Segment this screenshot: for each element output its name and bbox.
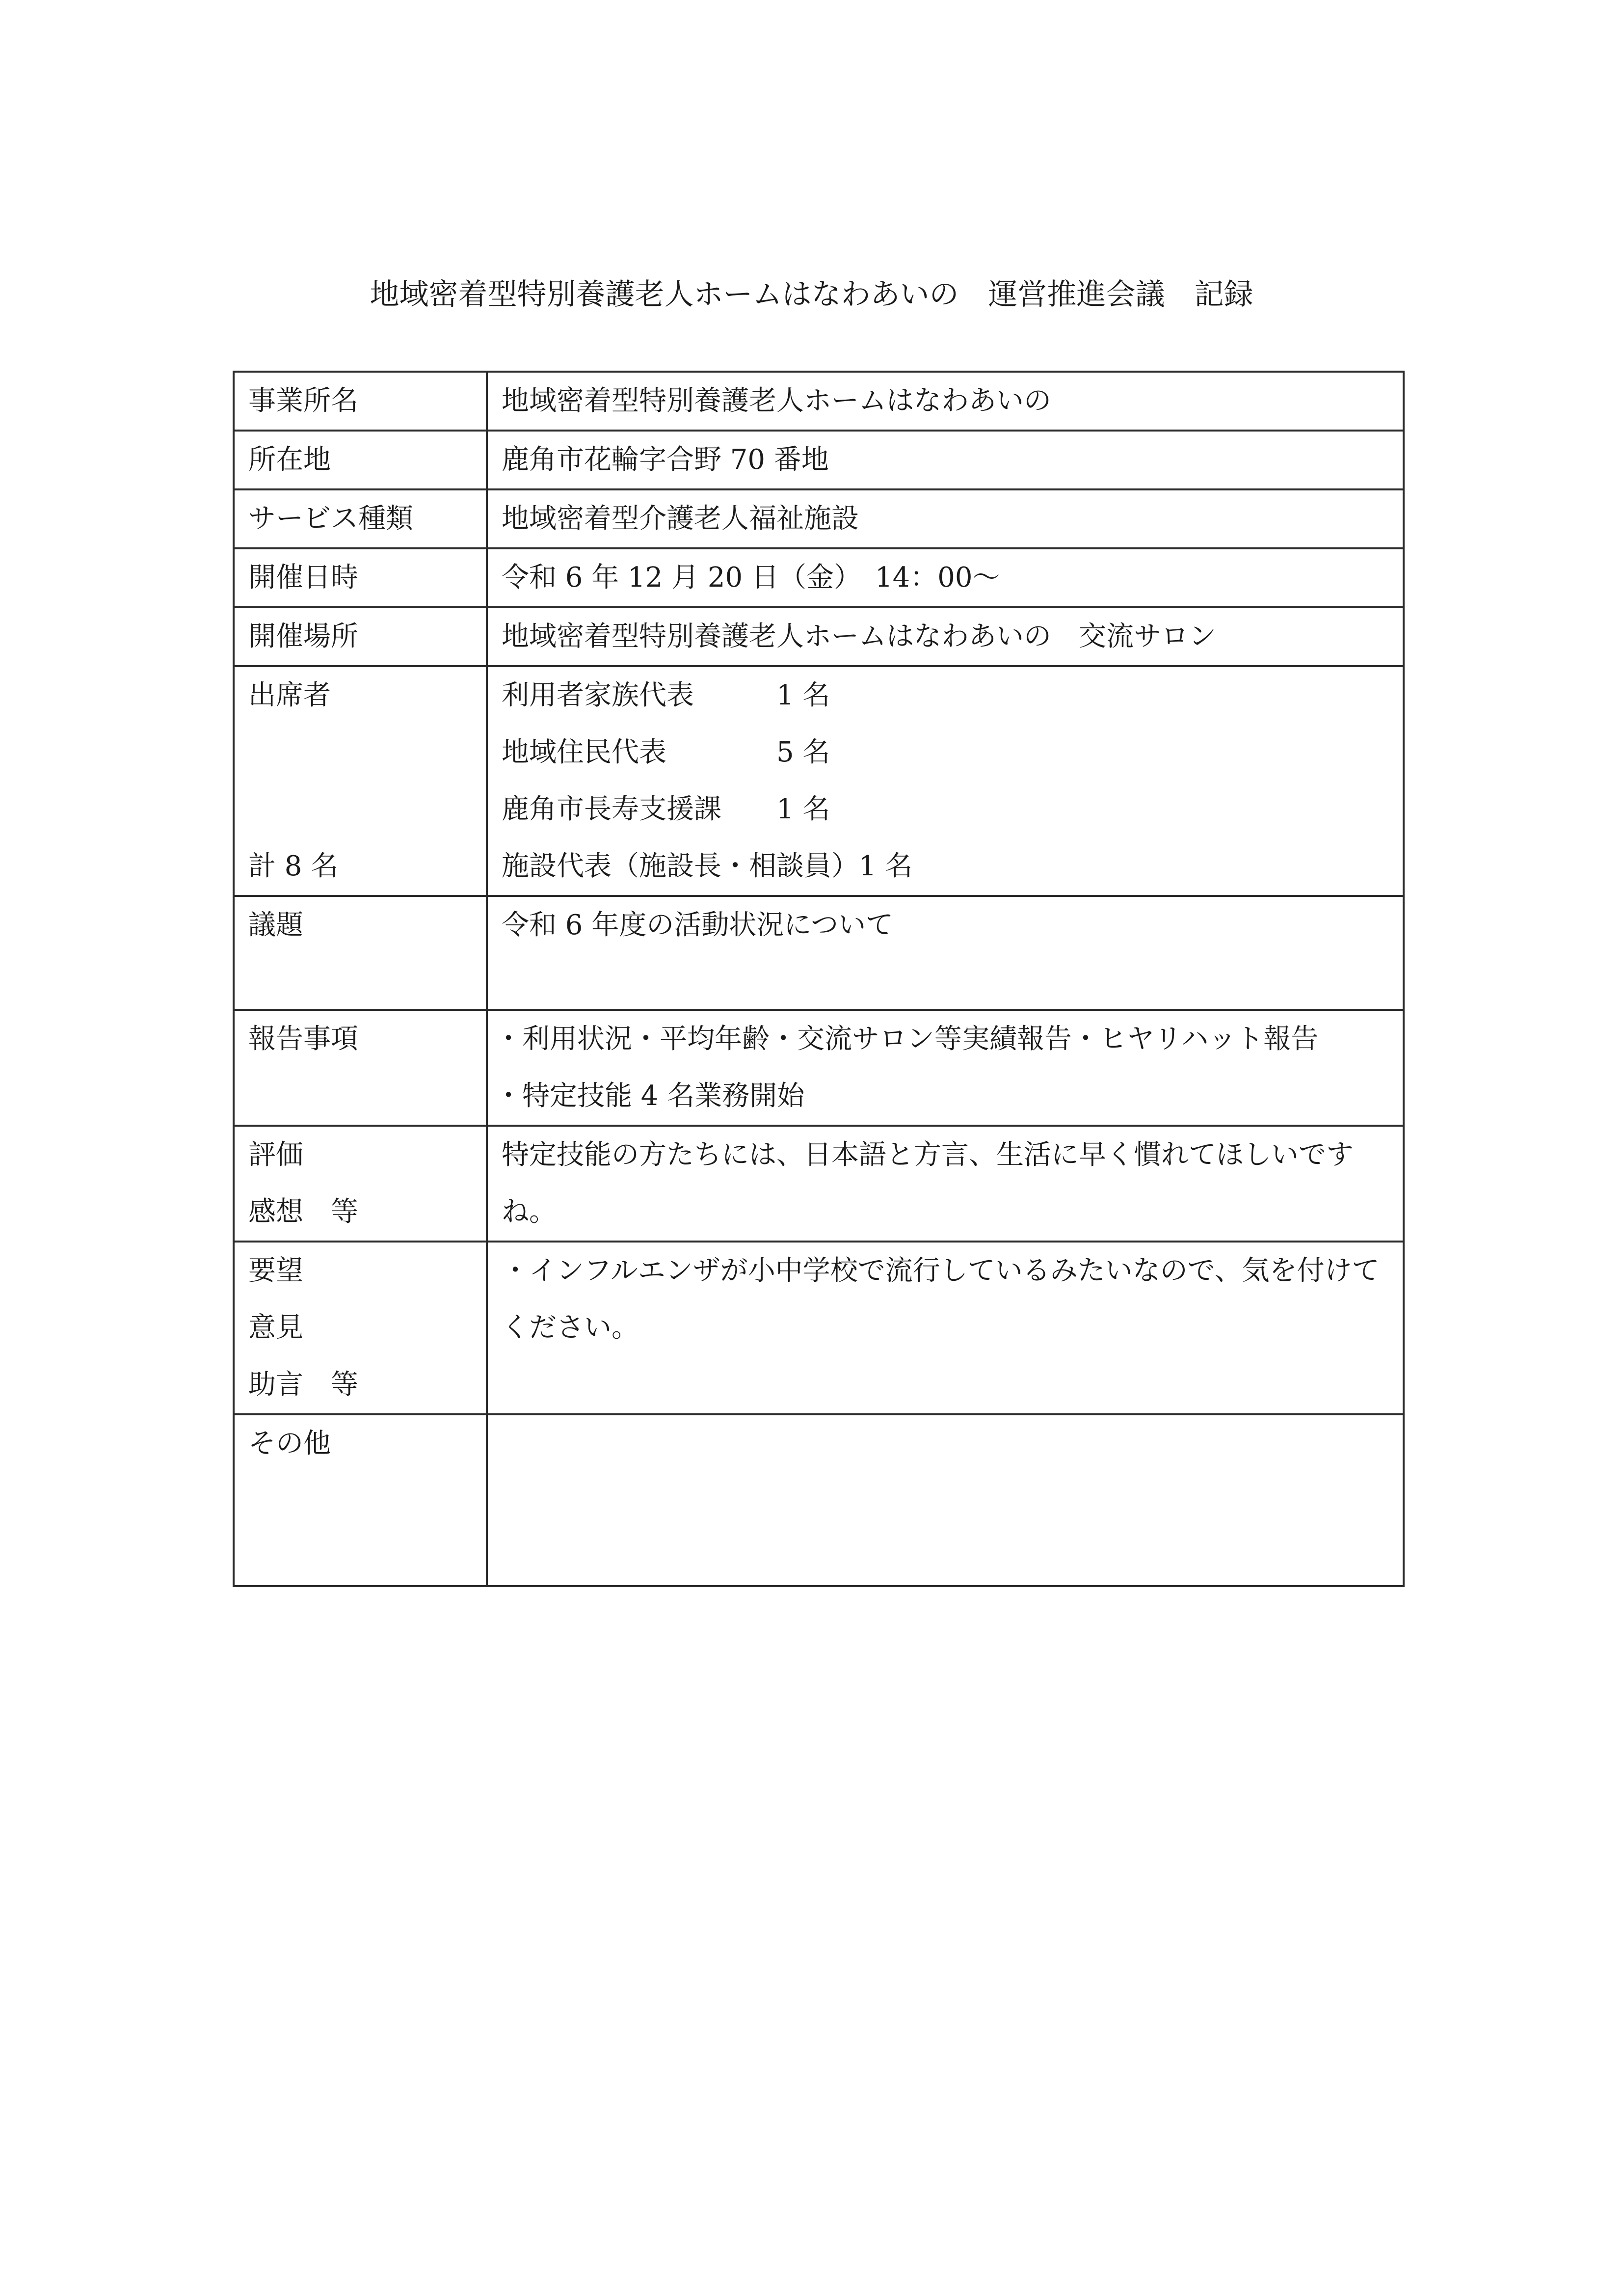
evaluation-label-line: 評価 xyxy=(248,1139,303,1171)
requests-label-line: 要望 xyxy=(248,1255,303,1287)
attendee-count: 1 名 xyxy=(776,679,830,711)
location-value-cell xyxy=(487,431,1404,489)
requests-label-cell xyxy=(234,1242,487,1414)
venue-value: 地域密着型特別養護老人ホームはなわあいの 交流サロン xyxy=(502,621,1216,652)
location-value: 鹿角市花輪字合野 70 番地 xyxy=(502,444,829,476)
agenda-value-cell xyxy=(487,896,1404,1010)
office-label-cell xyxy=(234,372,487,431)
service-label-cell xyxy=(234,489,487,548)
report-label-cell xyxy=(234,1010,487,1126)
datetime-value: 令和 6 年 12 月 20 日（金） 14：00～ xyxy=(502,562,1000,594)
attendee-item xyxy=(502,724,1389,781)
table-row-evaluation xyxy=(234,1126,1404,1242)
service-value-cell xyxy=(487,489,1404,548)
report-label: 報告事項 xyxy=(248,1023,358,1055)
attendee-name: 地域住民代表 xyxy=(502,736,666,768)
agenda-value: 令和 6 年度の活動状況について xyxy=(502,909,894,941)
venue-value-cell xyxy=(487,607,1404,666)
report-line: ・利用状況・平均年齢・交流サロン等実績報告・ヒヤリハット報告 xyxy=(495,1023,1319,1055)
attendee-name: 利用者家族代表 xyxy=(502,679,694,711)
attendees-value-cell xyxy=(487,666,1404,896)
table-row-attendees xyxy=(234,666,1404,896)
table-row-other xyxy=(234,1414,1404,1586)
other-value-cell xyxy=(487,1414,1404,1586)
office-label: 事業所名 xyxy=(248,385,358,417)
report-line: ・特定技能 4 名業務開始 xyxy=(495,1080,805,1112)
attendees-label-cell xyxy=(234,666,487,896)
table-row-location xyxy=(234,431,1404,489)
evaluation-value-cell xyxy=(487,1126,1404,1242)
attendee-name: 施設代表（施設長・相談員） xyxy=(502,850,859,882)
attendee-count: 1 名 xyxy=(776,793,830,825)
datetime-label-cell xyxy=(234,548,487,607)
agenda-label-cell xyxy=(234,896,487,1010)
table-row-requests xyxy=(234,1242,1404,1414)
service-label: サービス種類 xyxy=(248,503,413,535)
location-label-cell xyxy=(234,431,487,489)
location-label: 所在地 xyxy=(248,444,331,476)
requests-value-cell xyxy=(487,1242,1404,1414)
office-value-cell xyxy=(487,372,1404,431)
evaluation-value: 特定技能の方たちには、日本語と方言、生活に早く慣れてほしいですね。 xyxy=(502,1139,1354,1228)
table-row-office xyxy=(234,372,1404,431)
evaluation-label-line: 感想 等 xyxy=(248,1196,358,1228)
office-value: 地域密着型特別養護老人ホームはなわあいの xyxy=(502,385,1051,417)
meeting-record-table xyxy=(233,371,1405,1587)
agenda-label: 議題 xyxy=(248,909,303,941)
attendee-name: 鹿角市長寿支援課 xyxy=(502,793,721,825)
table-row-report xyxy=(234,1010,1404,1126)
datetime-label: 開催日時 xyxy=(248,562,358,594)
requests-label-line: 意見 xyxy=(248,1312,303,1344)
document-title: 地域密着型特別養護老人ホームはなわあいの 運営推進会議 記録 xyxy=(370,277,1253,312)
table-row-service xyxy=(234,489,1404,548)
attendee-count: 1 名 xyxy=(859,850,913,882)
service-value: 地域密着型介護老人福祉施設 xyxy=(502,503,859,535)
other-label: その他 xyxy=(248,1428,331,1459)
requests-label-line: 助言 等 xyxy=(248,1369,358,1401)
attendees-total: 計 8 名 xyxy=(248,850,339,882)
attendees-label: 出席者 xyxy=(248,679,331,711)
table-row-venue xyxy=(234,607,1404,666)
table-row-datetime xyxy=(234,548,1404,607)
requests-value: ・インフルエンザが小中学校で流行しているみたいなので、気を付けてください。 xyxy=(502,1255,1380,1344)
report-value-cell xyxy=(487,1010,1404,1126)
other-value xyxy=(502,1415,1389,1472)
attendee-count: 5 名 xyxy=(776,736,830,768)
other-label-cell xyxy=(234,1414,487,1586)
venue-label-cell xyxy=(234,607,487,666)
evaluation-label-cell xyxy=(234,1126,487,1242)
attendee-item xyxy=(502,781,1389,838)
venue-label: 開催場所 xyxy=(248,621,358,652)
table-row-agenda xyxy=(234,896,1404,1010)
attendee-item xyxy=(502,667,1389,724)
attendee-item xyxy=(502,838,1389,895)
datetime-value-cell xyxy=(487,548,1404,607)
